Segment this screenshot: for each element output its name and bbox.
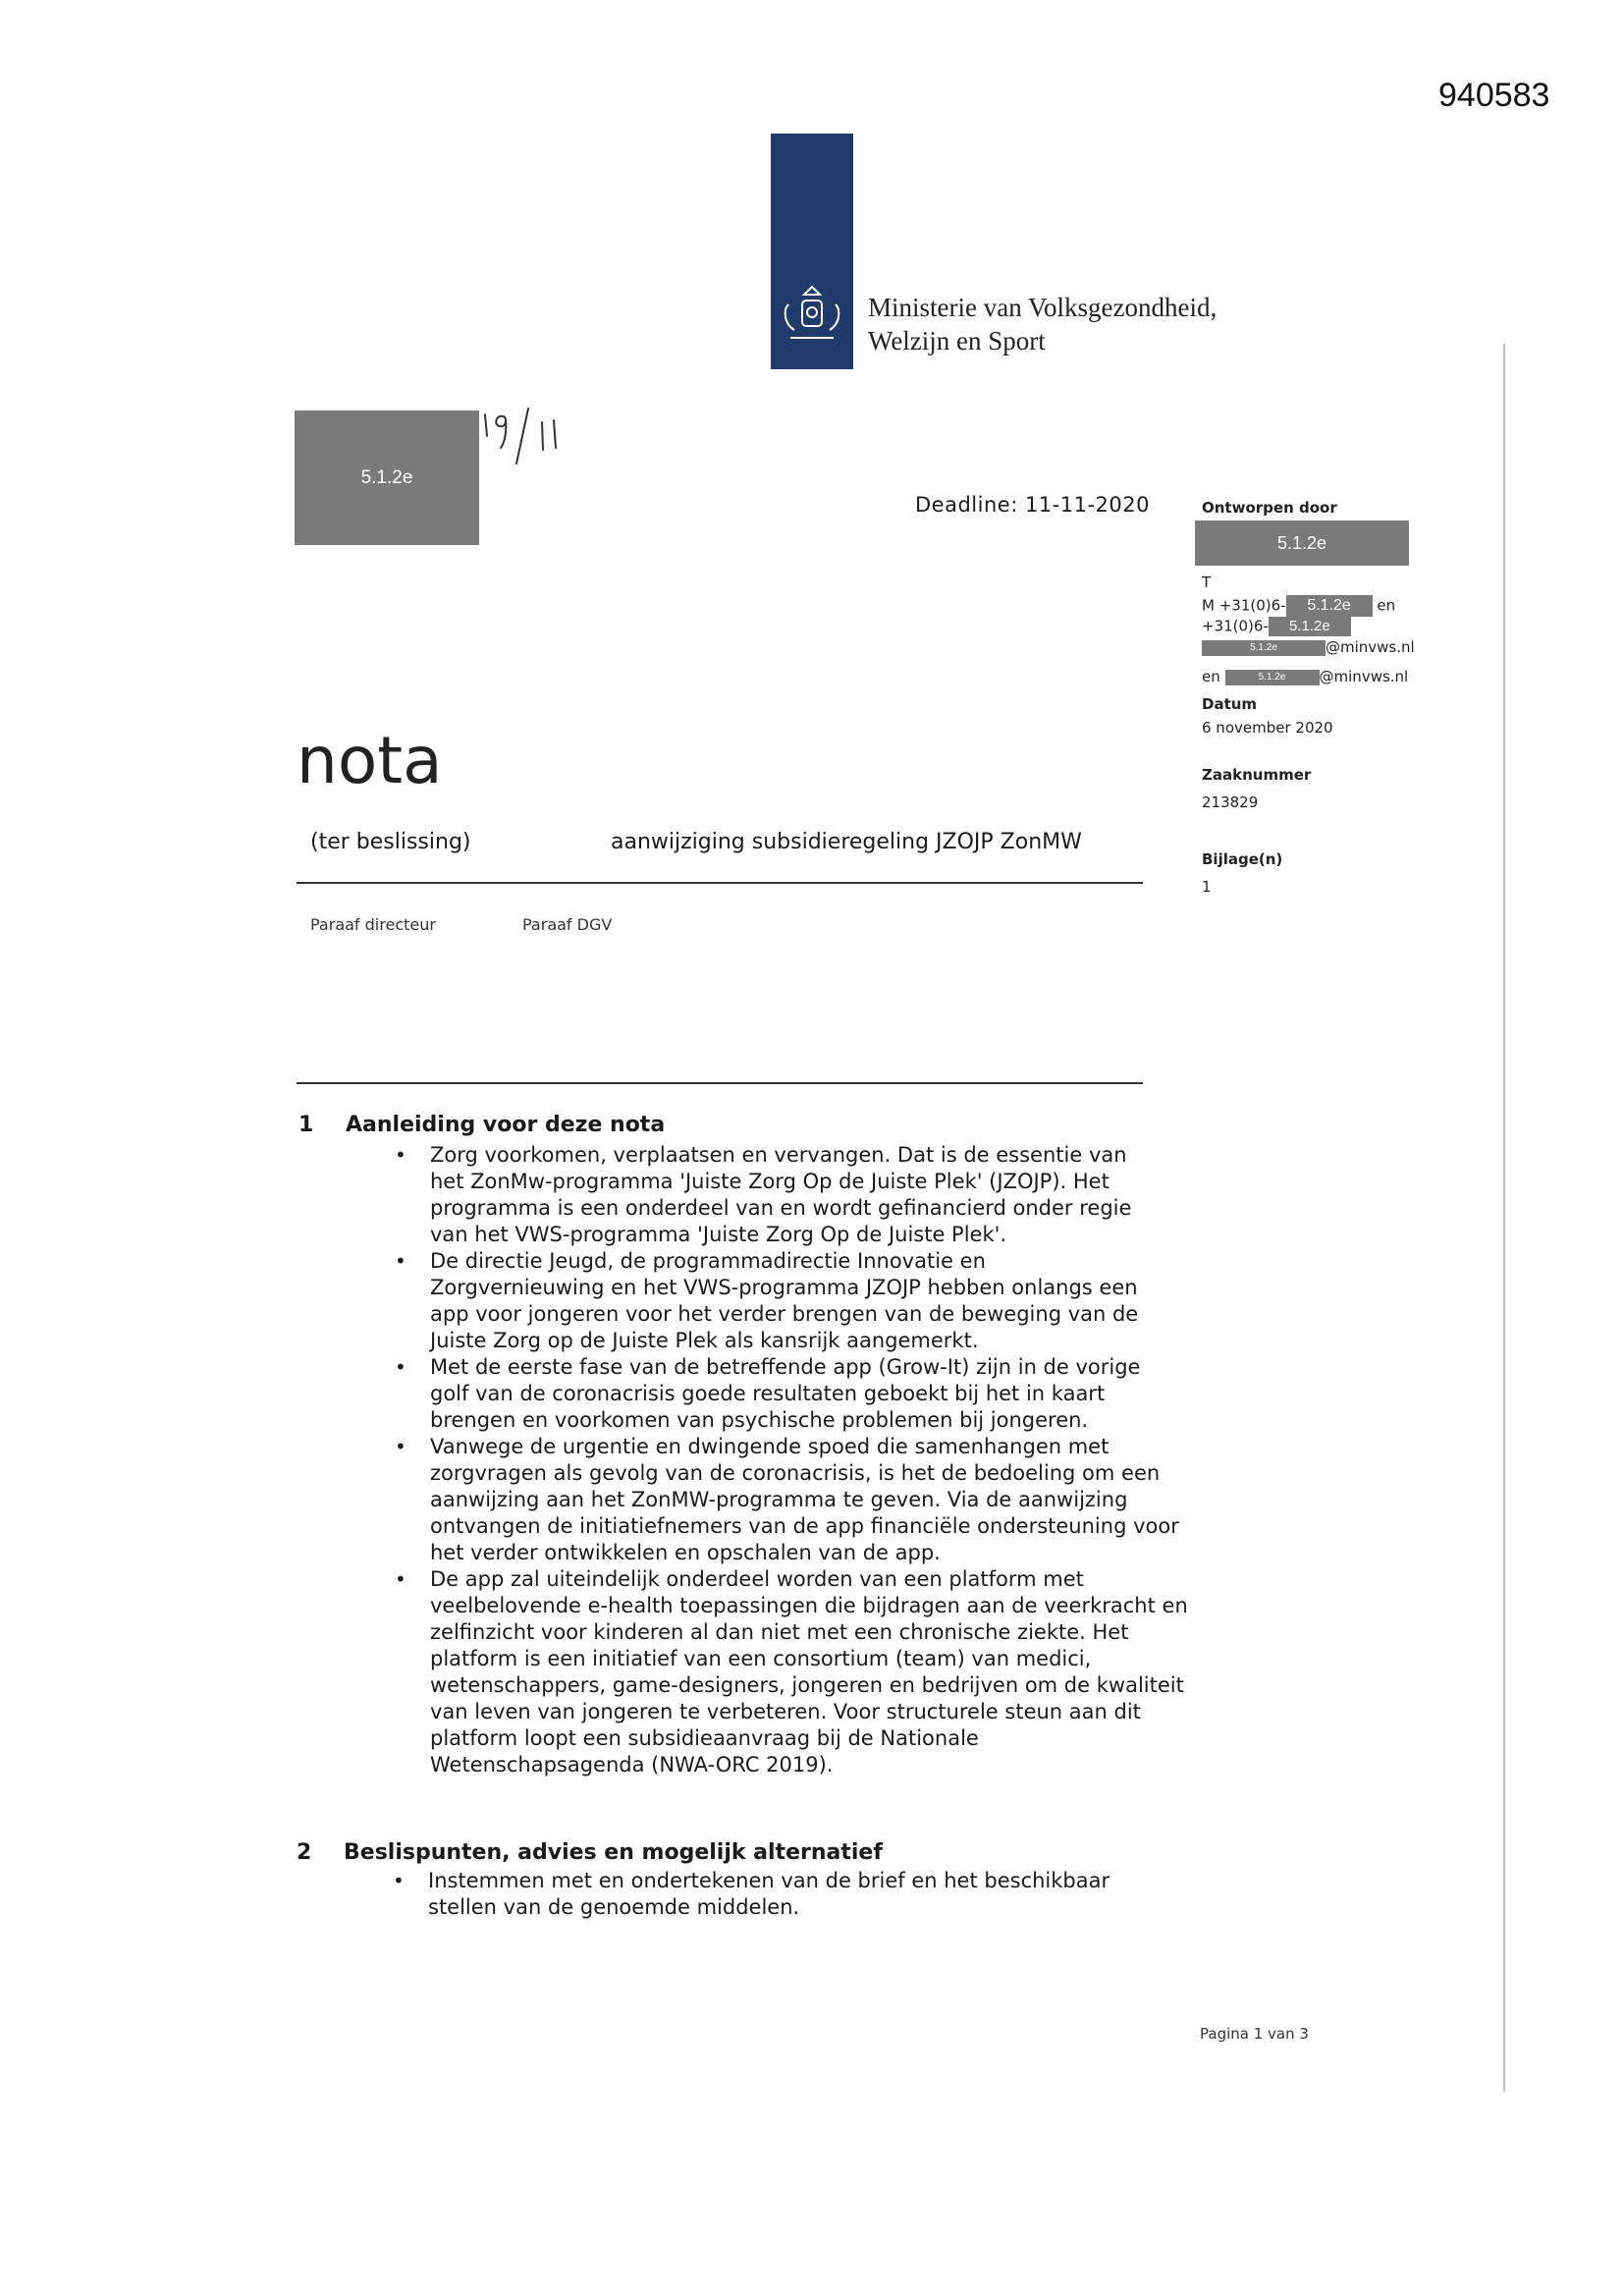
section1-bullets	[430, 1142, 1216, 1778]
phone-m-suffix: en	[1377, 596, 1396, 615]
list-item	[430, 1354, 1216, 1434]
list-item	[430, 1566, 1216, 1778]
divider-top	[297, 882, 1143, 884]
list-item-line: • Vanwege de urgentie en dwingende spoed die samenhangen met	[430, 1435, 1110, 1458]
designed-by-label: Ontworpen door	[1202, 499, 1337, 517]
list-item-line: veelbelovende e-health toepassingen die bijdragen aan de veerkracht en	[430, 1594, 1188, 1617]
list-item-line: wetenschappers, game-designers, jongeren en bedrijven om de kwaliteit	[430, 1673, 1184, 1697]
paraaf-dgv: Paraaf DGV	[522, 915, 613, 934]
phone-t-label: T	[1202, 574, 1212, 591]
redacted-email1: 5.1.2e	[1202, 640, 1326, 656]
list-item-line: Juiste Zorg op de Juiste Plek als kansrijk aangemerkt.	[430, 1329, 979, 1352]
document-number: 940583	[1438, 77, 1550, 114]
phone2-prefix: +31(0)6-	[1202, 617, 1269, 635]
list-item-line: golf van de coronacrisis goede resultaten geboekt bij het in kaart	[430, 1382, 1106, 1405]
list-item-line: stellen van de genoemde middelen.	[428, 1895, 800, 1919]
paraaf-director: Paraaf directeur	[310, 915, 436, 934]
email2-prefix: en	[1202, 668, 1220, 685]
crest-icon	[775, 281, 849, 350]
list-item-line: van leven van jongeren te verbeteren. Voor structurele steun aan dit	[430, 1700, 1141, 1723]
list-item-line: brengen en voorkomen van psychische problemen bij jongeren.	[430, 1408, 1089, 1432]
case-number-label: Zaaknummer	[1202, 766, 1312, 784]
list-item-line: het ZonMw-programma 'Juiste Zorg Op de Juiste Plek' (JZOJP). Het	[430, 1170, 1110, 1193]
date-value: 6 november 2020	[1202, 719, 1333, 737]
list-item-line: platform is een initiatief van een consortium (team) van medici,	[430, 1647, 1092, 1670]
list-item-line: programma is een onderdeel van en wordt gefinancierd onder regie	[430, 1196, 1132, 1220]
ministry-name-line1: Ministerie van Volksgezondheid,	[868, 293, 1218, 322]
divider-bottom	[297, 1082, 1143, 1084]
email2-line	[1202, 668, 1408, 685]
section2-bullets	[428, 1868, 1214, 1921]
list-item-line: • Zorg voorkomen, verplaatsen en vervangen. Dat is de essentie van	[430, 1143, 1127, 1167]
list-item-line: app voor jongeren voor het verder brengen van de beweging van de	[430, 1302, 1139, 1326]
document-status: (ter beslissing)	[310, 830, 471, 854]
list-item-line: • De app zal uiteindelijk onderdeel worden van een platform met	[430, 1567, 1084, 1591]
list-item-line: zorgvragen als gevolg van de coronacrisis, is het de bedoeling om een	[430, 1461, 1161, 1485]
list-item-line: Wetenschapsagenda (NWA-ORC 2019).	[430, 1753, 834, 1777]
email2-suffix: @minvws.nl	[1319, 668, 1409, 685]
list-item-line: het verder ontwikkelen en opschalen van de app.	[430, 1541, 941, 1564]
document-subject: aanwijziging subsidieregeling JZOJP ZonMW	[611, 830, 1082, 854]
redacted-email2: 5.1.2e	[1225, 670, 1320, 685]
redacted-designer: 5.1.2e	[1195, 520, 1409, 566]
list-item-line: • Instemmen met en ondertekenen van de brief en het beschikbaar	[428, 1869, 1110, 1892]
list-item-line: • De directie Jeugd, de programmadirectie Innovatie en	[430, 1249, 986, 1273]
handwritten-note	[481, 403, 579, 471]
list-item-line: van het VWS-programma 'Juiste Zorg Op de Juiste Plek'.	[430, 1223, 1007, 1246]
phone-m-line	[1202, 595, 1395, 617]
section2-number: 2	[297, 1840, 312, 1865]
page-number: Pagina 1 van 3	[1200, 2025, 1309, 2043]
list-item	[430, 1142, 1216, 1248]
email1-line	[1202, 638, 1415, 656]
section1-number: 1	[298, 1113, 314, 1137]
redacted-phone2: 5.1.2e	[1269, 617, 1351, 636]
list-item-line: zelfinzicht voor kinderen al dan niet met een chronische ziekte. Het	[430, 1620, 1129, 1644]
attachments-label: Bijlage(n)	[1202, 850, 1283, 868]
ministry-name-line2: Welzijn en Sport	[868, 326, 1046, 355]
phone2-line	[1202, 617, 1351, 636]
redacted-block: 5.1.2e	[295, 410, 479, 545]
redacted-phone: 5.1.2e	[1286, 595, 1373, 617]
section1-title: Aanleiding voor deze nota	[346, 1113, 666, 1137]
list-item-line: aanwijzing aan het ZonMW-programma te geven. Via de aanwijzing	[430, 1488, 1128, 1511]
list-item-line: • Met de eerste fase van de betreffende app (Grow-It) zijn in de vorige	[430, 1355, 1141, 1379]
list-item	[430, 1248, 1216, 1354]
section2-title: Beslispunten, advies en mogelijk alternatief	[344, 1840, 883, 1865]
list-item	[430, 1434, 1216, 1566]
deadline: Deadline: 11-11-2020	[915, 493, 1150, 517]
list-item	[428, 1868, 1214, 1921]
case-number-value: 213829	[1202, 793, 1259, 811]
page-edge-line	[1503, 344, 1505, 2092]
date-label: Datum	[1202, 695, 1258, 713]
ministry-name	[868, 291, 1217, 357]
email1-suffix: @minvws.nl	[1326, 638, 1415, 656]
list-item-line: Zorgvernieuwing en het VWS-programma JZOJP hebben onlangs een	[430, 1276, 1138, 1299]
list-item-line: ontvangen de initiatiefnemers van de app financiële ondersteuning voor	[430, 1514, 1179, 1538]
document-title: nota	[297, 723, 443, 798]
list-item-line: platform loopt een subsidieaanvraag bij de Nationale	[430, 1726, 979, 1750]
attachments-value: 1	[1202, 878, 1212, 896]
phone-m-prefix: M +31(0)6-	[1202, 596, 1286, 615]
